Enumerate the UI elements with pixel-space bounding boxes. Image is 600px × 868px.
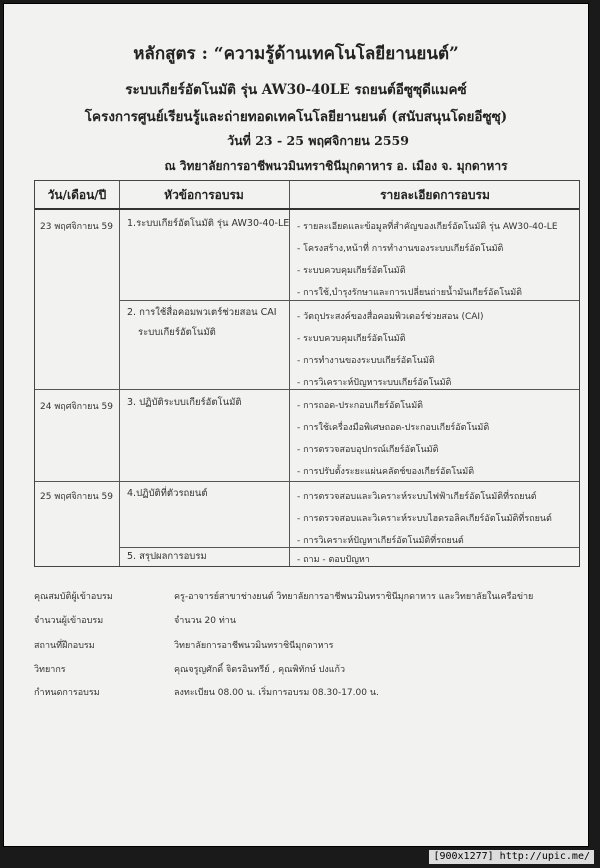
info-value: คุณจรูญศักดิ์ จิตรอินทรีย์ , คุณพิทักษ์ ปงแก้ว xyxy=(174,665,346,675)
header-topic: หัวข้อการอบรม xyxy=(164,188,244,202)
topic-item: 1.ระบบเกียร์อัตโนมัติ รุ่น AW30-40-LE xyxy=(127,218,290,229)
course-title: หลักสูตร : “ความรู้ด้านเทคโนโลยียานยนต์” xyxy=(133,44,459,64)
detail-item: - รายละเอียดและข้อมูลที่สำคัญของเกียร์อัตโนมัติ รุ่น AW30-40-LE xyxy=(297,222,558,232)
detail-item: - การตรวจสอบและวิเคราะห์ระบบไฟฟ้าเกียร์อัตโนมัติที่รถยนต์ xyxy=(297,492,537,502)
topic-item-line2: ระบบเกียร์อัตโนมัติ xyxy=(138,327,216,338)
detail-item: - การทำงานของระบบเกียร์อัตโนมัติ xyxy=(297,356,435,366)
course-venue: ณ วิทยาลัยการอาชีพนวมินทราชินีมุกดาหาร อ. เมือง จ. มุกดาหาร xyxy=(164,159,508,173)
image-watermark: [900x1277] http://upic.me/ xyxy=(429,850,594,864)
document-page xyxy=(4,4,588,846)
detail-item: - การตรวจสอบและวิเคราะห์ระบบไฮดรอลิคเกียร์อัตโนมัติที่รถยนต์ xyxy=(297,514,552,524)
info-value: วิทยาลัยการอาชีพนวมินทราชินีมุกดาหาร xyxy=(174,641,334,651)
course-subtitle: ระบบเกียร์อัตโนมัติ รุ่น AW30-40LE รถยนต์อีซูซุดีแมคซ์ xyxy=(125,82,467,98)
info-label: วิทยากร xyxy=(34,665,66,675)
detail-item: - การปรับตั้งระยะแผ่นคลัตช์ของเกียร์อัตโนมัติ xyxy=(297,467,475,477)
detail-item: - การตรวจสอบอุปกรณ์เกียร์อัตโนมัติ xyxy=(297,445,439,455)
topic-item: 3. ปฏิบัติระบบเกียร์อัตโนมัติ xyxy=(127,397,242,408)
info-label: กำหนดการอบรม xyxy=(34,688,100,698)
topic-item: 2. การใช้สื่อคอมพวเตร์ช่วยสอน CAI xyxy=(127,307,277,318)
detail-item: - การใช้เครื่องมือพิเศษถอด-ประกอบเกียร์อัตโนมัติ xyxy=(297,423,490,433)
info-value: ครู-อาจารย์สาขาช่างยนต์ วิทยาลัยการอาชีพนวมินทราชินีมุกดาหาร และวิทยาลัยในเครือข่าย xyxy=(174,592,534,602)
info-label: สถานที่ฝึกอบรม xyxy=(34,641,95,651)
topic-item: 5. สรุปผลการอบรม xyxy=(127,551,207,562)
schedule-table xyxy=(34,180,580,567)
topic-item: 4.ปฏิบัติที่ตัวรถยนต์ xyxy=(127,488,208,499)
row-date: 25 พฤศจิกายน 59 xyxy=(40,492,113,502)
detail-item: - โครงสร้าง,หน้าที่ การทำงานของระบบเกียร์อัตโนมัติ xyxy=(297,244,504,254)
header-date: วัน/เดือน/ปี xyxy=(47,188,107,202)
detail-item: - การวิเคราะห์ปัญหาเกียร์อัตโนมัติที่รถยนต์ xyxy=(297,536,464,546)
info-value: ลงทะเบียน 08.00 น. เริ่มการอบรม 08.30-17.00 น. xyxy=(174,688,379,698)
info-label: จำนวนผู้เข้าอบรม xyxy=(34,616,104,626)
detail-item: - ระบบควบคุมเกียร์อัตโนมัติ xyxy=(297,266,406,276)
detail-item: - การถอด-ประกอบเกียร์อัตโนมัติ xyxy=(297,401,423,411)
info-label: คุณสมบัติผู้เข้าอบรม xyxy=(34,592,113,602)
course-date: วันที่ 23 - 25 พฤศจิกายน 2559 xyxy=(227,133,409,148)
info-value: จำนวน 20 ท่าน xyxy=(174,616,236,626)
project-name: โครงการศูนย์เรียนรู้และถ่ายทอดเทคโนโลยียานยนต์ (สนับสนุนโดยอีซูซุ) xyxy=(84,109,508,125)
row-date: 24 พฤศจิกายน 59 xyxy=(40,402,113,412)
detail-item: - วัตถุประสงค์ของสื่อคอมพิวเตอร์ช่วยสอน (CAI) xyxy=(297,312,484,322)
detail-item: - ระบบควบคุมเกียร์อัตโนมัติ xyxy=(297,334,406,344)
detail-item: - ถาม - ตอบปัญหา xyxy=(297,555,370,565)
detail-item: - การใช้,บำรุงรักษาและการเปลี่ยนถ่ายน้ำมันเกียร์อัตโนมัติ xyxy=(297,288,523,298)
row-date: 23 พฤศจิกายน 59 xyxy=(40,222,113,232)
header-detail: รายละเอียดการอบรม xyxy=(380,188,490,202)
detail-item: - การวิเคราะห์ปัญหาระบบเกียร์อัตโนมัติ xyxy=(297,378,452,388)
